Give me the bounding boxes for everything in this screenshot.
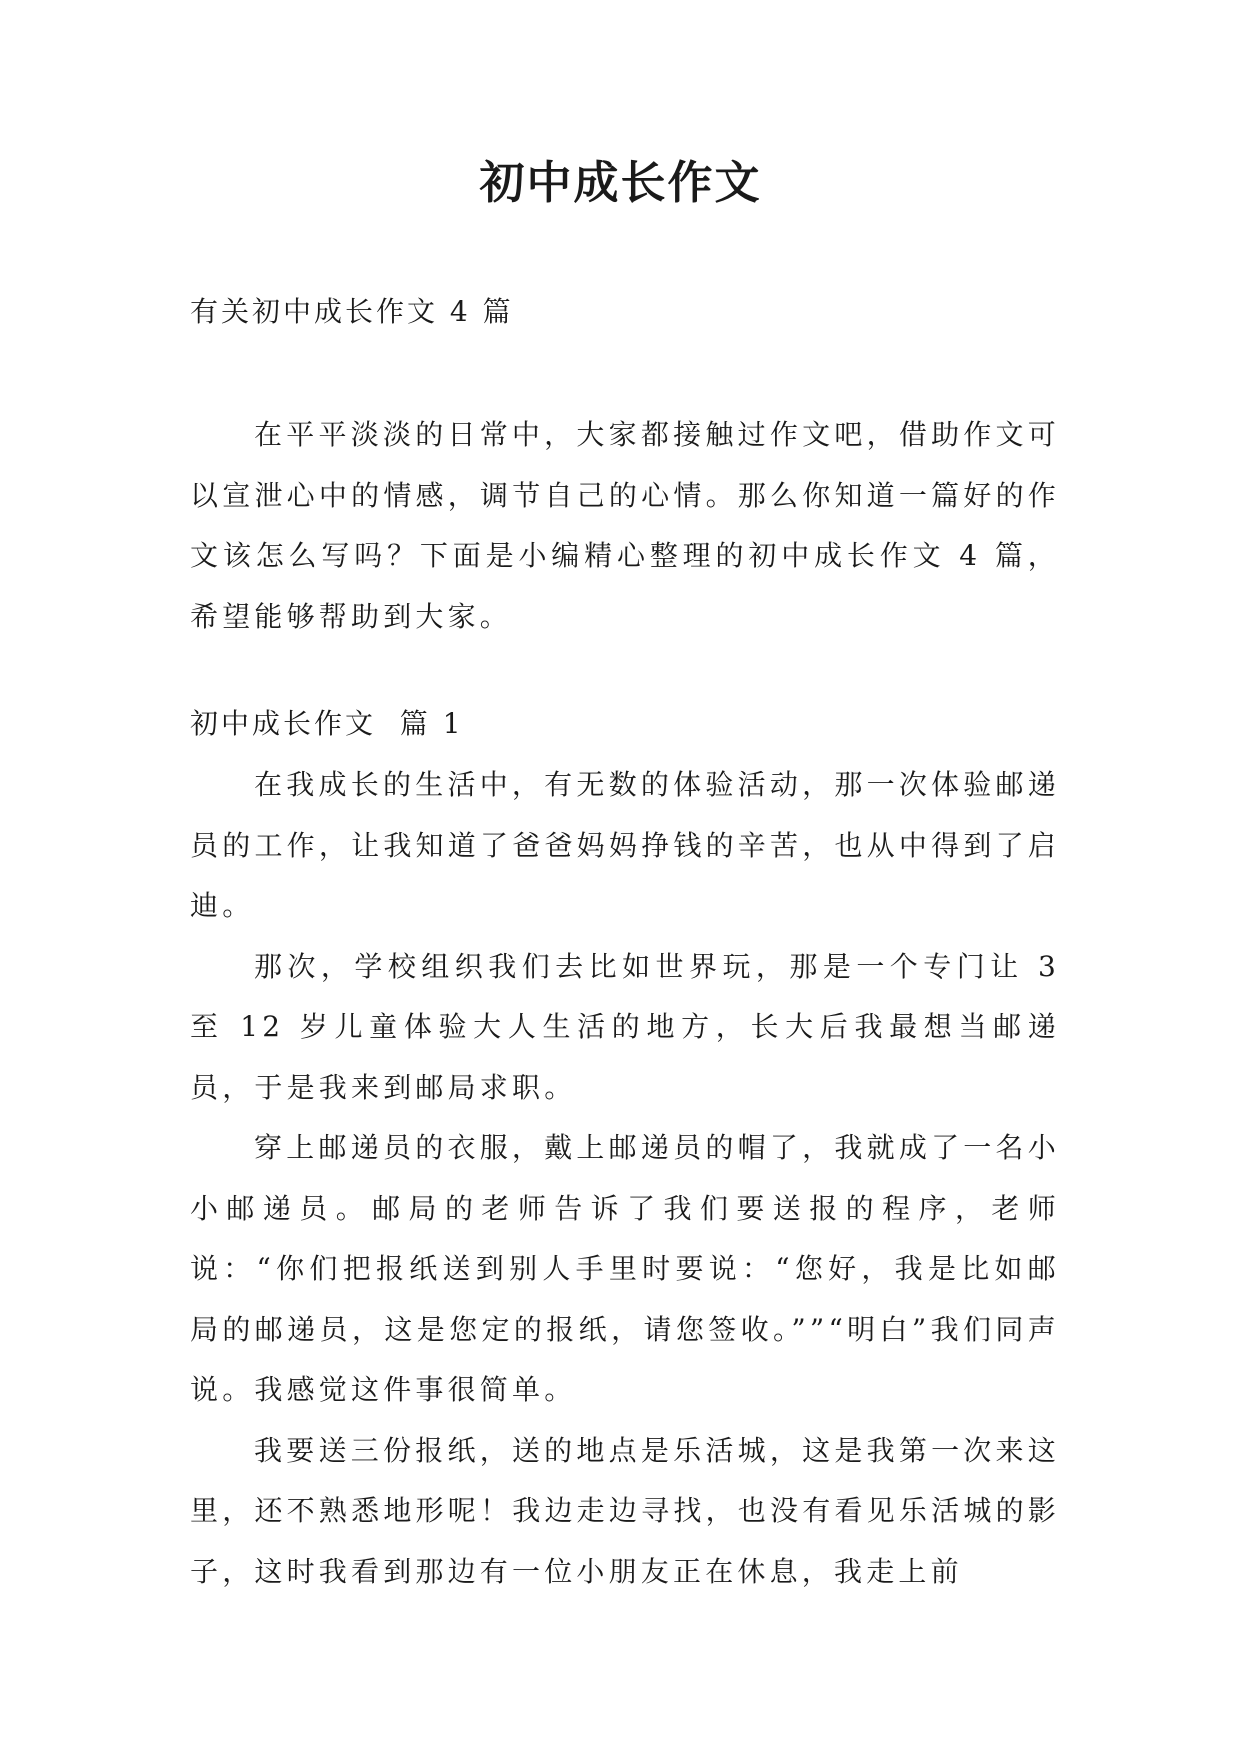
section-heading: 初中成长作文 篇 1: [190, 707, 464, 740]
body-paragraph: 我要送三份报纸，送的地点是乐活城，这是我第一次来这里，还不熟悉地形呢！我边走边寻找，也没有看见乐活城的影子，这时我看到那边有一位小朋友正在休息，我走上前: [190, 1433, 1060, 1588]
document-title: 初中成长作文: [479, 156, 762, 209]
body-paragraph: 在我成长的生活中，有无数的体验活动，那一次体验邮递员的工作，让我知道了爸爸妈妈挣钱的辛苦，也从中得到了启迪。: [190, 768, 1060, 922]
body-paragraph: 穿上邮递员的衣服，戴上邮递员的帽了，我就成了一名小小邮递员。邮局的老师告诉了我们要送报的程序，老师说：“你们把报纸送到别人手里时要说：“您好，我是比如邮局的邮递员，这是您定的报纸，请您签收。””“明白”我们同声说。我感觉这件事很简单。: [190, 1131, 1060, 1406]
intro-section: [190, 405, 1060, 647]
document-subtitle: 有关初中成长作文 4 篇: [190, 295, 514, 328]
section-body: [190, 755, 1060, 1602]
body-paragraph: 那次，学校组织我们去比如世界玩，那是一个专门让 3 至 12 岁儿童体验大人生活的地方，长大后我最想当邮递员，于是我来到邮局求职。: [190, 949, 1060, 1104]
intro-paragraph: 在平平淡淡的日常中，大家都接触过作文吧，借助作文可以宣泄心中的情感，调节自己的心情。那么你知道一篇好的作文该怎么写吗？下面是小编精心整理的初中成长作文 4 篇，希望能够帮助到大家。: [190, 418, 1060, 633]
